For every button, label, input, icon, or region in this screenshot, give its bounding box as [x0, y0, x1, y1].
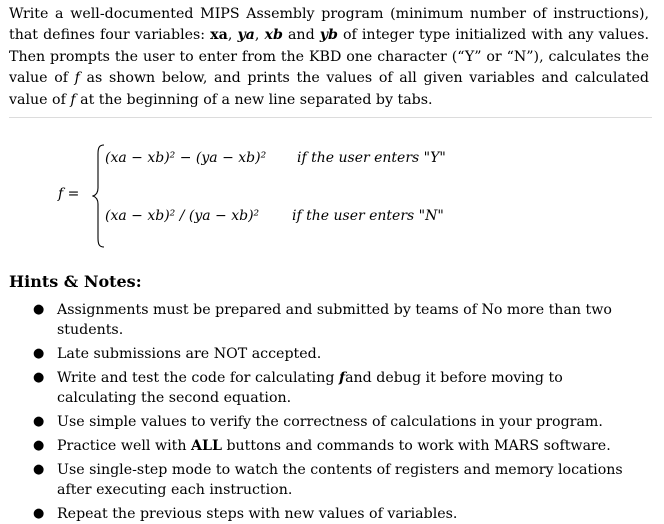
task-text: as shown below, and prints the values of all given variables and calculated value of [9, 70, 649, 108]
list-item-text: Assignments must be prepared and submitted by teams of No more than two students. [57, 302, 612, 338]
separator: , [227, 27, 238, 44]
formula-case-y: (xa − xb)² − (ya − xb)² [105, 150, 267, 166]
var-xb: xb [264, 27, 283, 44]
bullet-icon: ● [33, 370, 45, 385]
task-description [9, 4, 649, 111]
list-item-text: Use single-step mode to watch the contents of registers and memory locations after executing each instruction. [57, 462, 623, 498]
bullet-icon: ● [33, 438, 45, 453]
formula-condition-y: if the user enters "Y" [297, 150, 446, 166]
list-item-text: and debug it before moving to calculating the second equation. [57, 370, 563, 406]
var-xa: xa [210, 27, 228, 44]
list-item [0, 300, 664, 340]
bullet-icon: ● [33, 302, 45, 317]
task-text: Write a well-documented MIPS Assembly program (minimum number of instructions), that defines four variables: [9, 6, 649, 44]
bullet-icon: ● [33, 506, 45, 521]
list-item [0, 412, 664, 432]
list-item [0, 504, 664, 524]
var-ya: ya [237, 27, 255, 44]
list-item [0, 460, 664, 500]
hints-heading: Hints & Notes: [9, 272, 142, 291]
list-item-text: Late submissions are NOT accepted. [57, 346, 322, 362]
list-item-text: Write and test the code for calculating [57, 370, 339, 386]
task-text: of integer type initialized with any values. Then prompts the user to enter from the KBD one character (“Y” or “N”), calculates the value of [9, 27, 649, 87]
list-item-text: Repeat the previous steps with new values of variables. [57, 506, 458, 522]
list-item [0, 344, 664, 364]
divider [9, 117, 652, 118]
bullet-icon: ● [33, 462, 45, 477]
left-brace-icon [92, 144, 106, 248]
list-item-text: Practice well with [57, 438, 191, 454]
separator: and [282, 27, 320, 44]
bullet-icon: ● [33, 346, 45, 361]
var-f: f [338, 370, 346, 386]
bullet-icon: ● [33, 414, 45, 429]
list-item [0, 368, 664, 408]
piecewise-formula [0, 140, 664, 250]
list-item-text: buttons and commands to work with MARS software. [221, 438, 611, 454]
emphasis-all: ALL [190, 438, 222, 454]
list-item-text: Use simple values to verify the correctness of calculations in your program. [57, 414, 603, 430]
var-f: f [70, 91, 76, 108]
separator: , [254, 27, 265, 44]
task-text: at the beginning of a new line separated by tabs. [75, 91, 433, 108]
formula-condition-n: if the user enters "N" [292, 208, 444, 224]
list-item [0, 436, 664, 456]
hints-list [0, 300, 664, 524]
var-f: f [74, 70, 80, 87]
formula-lhs: f = [58, 186, 80, 202]
var-yb: yb [319, 27, 338, 44]
formula-case-n: (xa − xb)² / (ya − xb)² [105, 208, 260, 224]
